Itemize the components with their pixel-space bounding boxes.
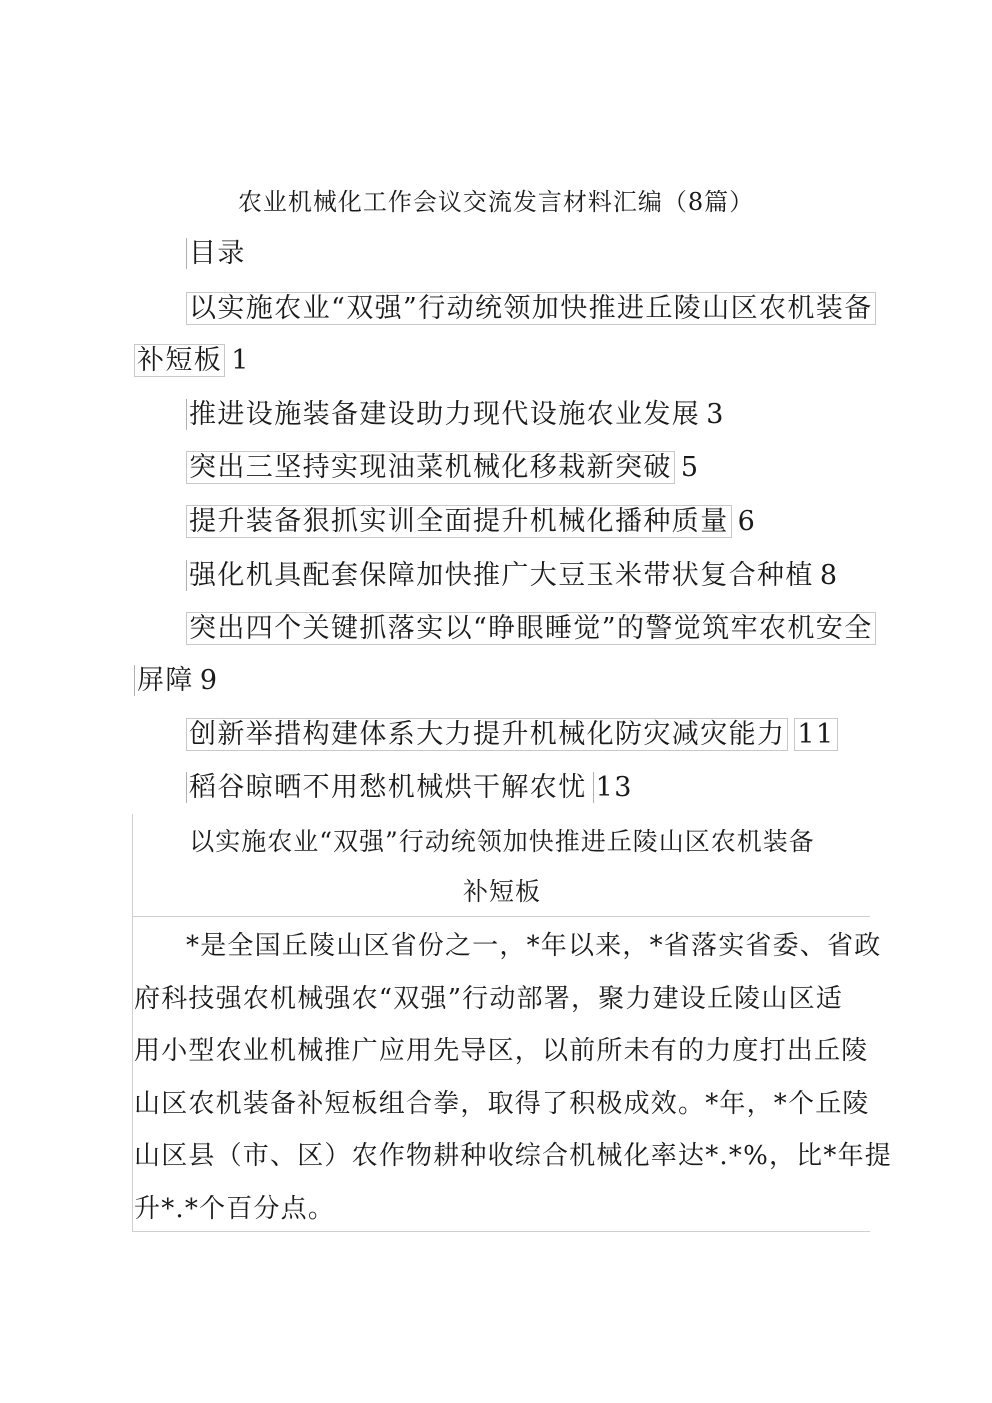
- paragraph-line: 用小型农业机械推广应用先导区，以前所未有的力度打出丘陵: [134, 1036, 869, 1066]
- toc-entry-3-title[interactable]: 突出三坚持实现油菜机械化移栽新突破: [186, 451, 675, 484]
- section-frame-left: [132, 814, 133, 1232]
- toc-entry-2[interactable]: [186, 398, 725, 432]
- toc-entry-1-title-cont[interactable]: 补短板: [134, 344, 225, 377]
- toc-entry-6-page: 9: [199, 665, 219, 696]
- toc-entry-2-title[interactable]: 推进设施装备建设助力现代设施农业发展: [186, 399, 700, 430]
- toc-entry-1-title[interactable]: 以实施农业“双强”行动统领加快推进丘陵山区农机装备: [186, 292, 876, 325]
- toc-entry-2-page: 3: [706, 399, 725, 430]
- toc-entry-5[interactable]: [186, 559, 838, 593]
- toc-entry-5-page: 8: [819, 560, 839, 591]
- toc-entry-1-line2[interactable]: [134, 344, 250, 378]
- paragraph-line: 山区县（市、区）农作物耕种收综合机械化率达*.*%，比*年提: [134, 1141, 892, 1171]
- section-paragraph: [134, 920, 892, 1235]
- toc-heading-text: 目录: [186, 238, 246, 269]
- toc-entry-4-page: 6: [737, 506, 757, 537]
- toc-entry-3[interactable]: [186, 451, 699, 485]
- section-title-divider: [132, 916, 870, 917]
- toc-entry-8-title[interactable]: 稻谷晾晒不用愁机械烘干解农忧: [186, 772, 587, 803]
- toc-entry-4-title[interactable]: 提升装备狠抓实训全面提升机械化播种质量: [186, 505, 732, 538]
- section-title-line1: 以实施农业“双强”行动统领加快推进丘陵山区农机装备: [189, 827, 815, 856]
- toc-entry-7[interactable]: [186, 718, 838, 752]
- toc-entry-1-line1[interactable]: [186, 292, 876, 326]
- toc-entry-6-title-cont[interactable]: 屏障: [134, 665, 194, 696]
- toc-entry-6-title[interactable]: 突出四个关键抓落实以“睁眼睡觉”的警觉筑牢农机安全: [186, 612, 876, 645]
- paragraph-line: *是全国丘陵山区省份之一，*年以来，*省落实省委、省政: [186, 931, 882, 961]
- toc-heading: [186, 237, 246, 271]
- section-title-line2: 补短板: [462, 877, 541, 906]
- toc-entry-6-line1[interactable]: [186, 612, 876, 646]
- toc-entry-1-page: 1: [231, 345, 250, 376]
- document-title: 农业机械化工作会议交流发言材料汇编（8篇）: [237, 188, 755, 216]
- toc-entry-6-line2[interactable]: [134, 664, 218, 698]
- paragraph-line: 府科技强农机械强农“双强”行动部署，聚力建设丘陵山区适: [134, 983, 843, 1014]
- toc-entry-7-title[interactable]: 创新举措构建体系大力提升机械化防灾减灾能力: [186, 718, 788, 751]
- paragraph-line: 山区农机装备补短板组合拳，取得了积极成效。*年，*个丘陵: [134, 1088, 870, 1119]
- toc-entry-8[interactable]: [186, 771, 633, 805]
- paragraph-line: 升*.*个百分点。: [134, 1193, 336, 1224]
- toc-entry-3-page: 5: [680, 452, 700, 483]
- toc-entry-5-title[interactable]: 强化机具配套保障加快推广大豆玉米带状复合种植: [186, 560, 814, 591]
- toc-entry-7-page: 11: [794, 718, 837, 751]
- toc-entry-4[interactable]: [186, 505, 756, 539]
- toc-entry-8-page: 13: [593, 772, 633, 803]
